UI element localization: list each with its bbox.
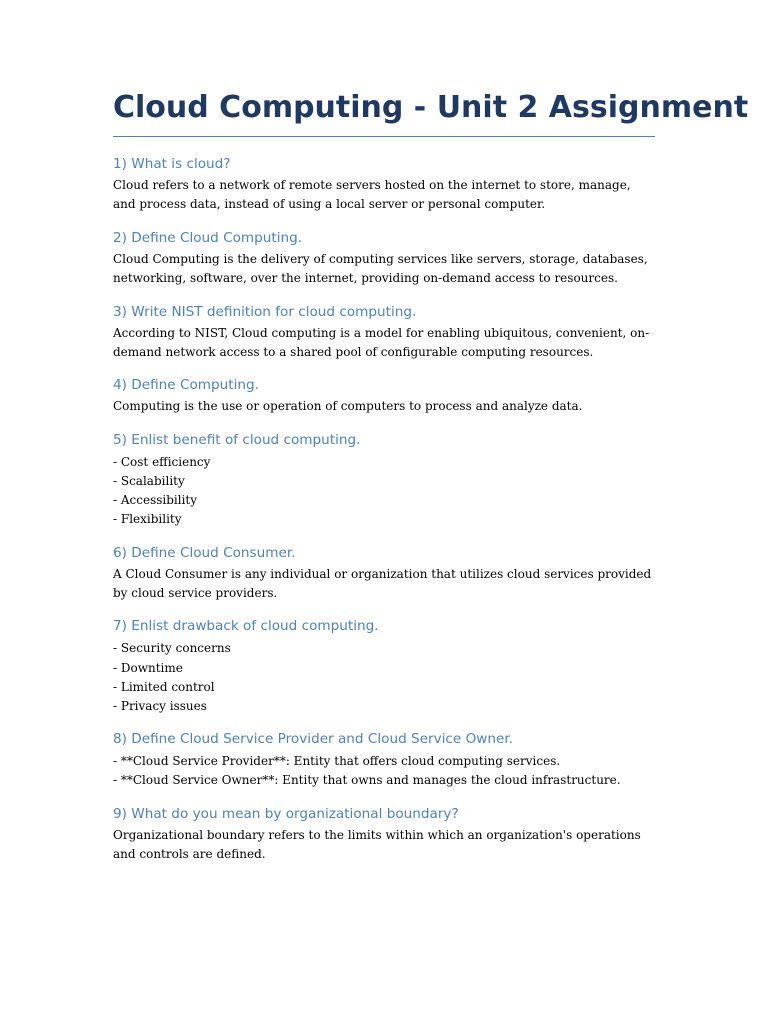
section-4 [113, 375, 655, 416]
list-item: - Scalability [113, 474, 185, 489]
section-8 [113, 729, 655, 790]
list-item: - Flexibility [113, 512, 182, 527]
section-6 [113, 543, 655, 604]
list-item: - Accessibility [113, 493, 198, 508]
section-3 [113, 302, 655, 363]
answer-text: Organizational boundary refers to the limits within which an organization's operations and controls are defined. [113, 827, 641, 862]
list-item: - **Cloud Service Provider**: Entity that offers cloud computing services. [113, 754, 561, 769]
section-7 [113, 616, 655, 716]
section-2 [113, 228, 655, 289]
list-item: - Limited control [113, 679, 215, 694]
document-title: Cloud Computing - Unit 2 Assignment [113, 88, 655, 137]
document-page [113, 88, 749, 865]
question-heading: 2) Define Cloud Computing. [113, 229, 303, 246]
list-item: - **Cloud Service Owner**: Entity that owns and manages the cloud infrastructure. [113, 773, 621, 788]
question-heading: 5) Enlist benefit of cloud computing. [113, 431, 361, 448]
definition-list [113, 752, 655, 790]
question-heading: 1) What is cloud? [113, 156, 231, 172]
question-heading: 6) Define Cloud Consumer. [113, 544, 296, 561]
answer-text: A Cloud Consumer is any individual or organization that utilizes cloud services provided by cloud service providers. [113, 566, 652, 601]
question-heading: 3) Write NIST definition for cloud computing. [113, 303, 417, 320]
section-9 [113, 804, 655, 865]
question-heading: 9) What do you mean by organizational boundary? [113, 805, 459, 822]
drawback-list [113, 639, 655, 716]
answer-text: According to NIST, Cloud computing is a model for enabling ubiquitous, convenient, on-demand network access to a shared pool of configurable computing resources. [113, 325, 650, 360]
section-1 [113, 154, 655, 215]
answer-text: Computing is the use or operation of computers to process and analyze data. [113, 399, 583, 414]
list-item: - Cost efficiency [113, 454, 211, 469]
question-heading: 4) Define Computing. [113, 377, 259, 394]
list-item: - Privacy issues [113, 699, 207, 714]
answer-text: Cloud Computing is the delivery of computing services like servers, storage, databases, networking, software, over the internet, providing on-demand access to resources. [113, 251, 648, 286]
benefit-list [113, 453, 655, 530]
section-5 [113, 430, 655, 530]
answer-text: Cloud refers to a network of remote servers hosted on the internet to store, manage, and process data, instead of using a local server or personal computer. [113, 178, 631, 212]
list-item: - Downtime [113, 660, 183, 675]
list-item: - Security concerns [113, 641, 231, 656]
question-heading: 7) Enlist drawback of cloud computing. [113, 618, 379, 635]
question-heading: 8) Define Cloud Service Provider and Cloud Service Owner. [113, 731, 514, 748]
